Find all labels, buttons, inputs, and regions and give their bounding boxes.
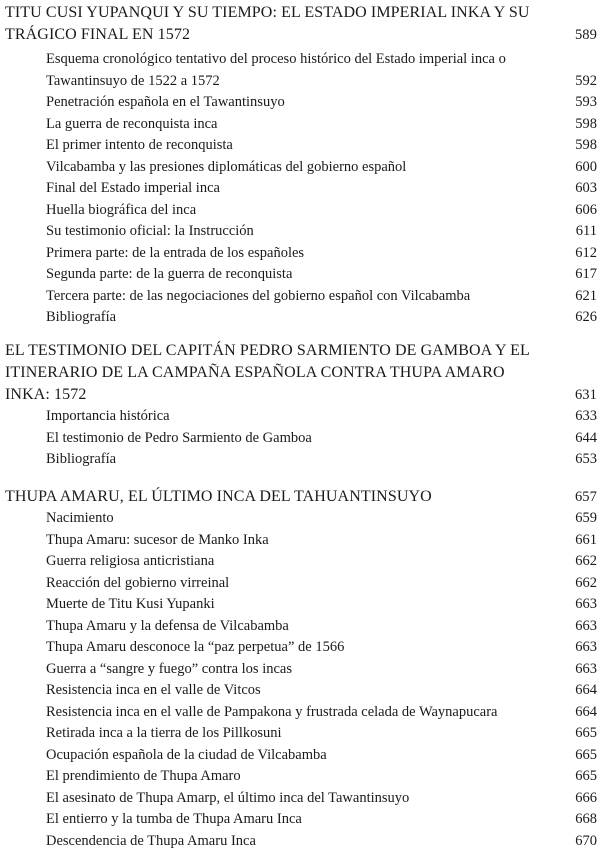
toc-entry-page: 617 — [575, 264, 597, 286]
toc-entry-title: Bibliografía — [46, 451, 116, 467]
toc-entry — [0, 428, 600, 450]
toc-entry-title: Resistencia inca en el valle de Pampakona y frustrada celada de Waynapucara — [46, 704, 497, 720]
section-heading — [0, 486, 600, 508]
toc-entry-page: 665 — [575, 723, 597, 745]
toc-entry-page: 621 — [575, 286, 597, 308]
toc-entry-page: 593 — [575, 92, 597, 114]
toc-entry-page: 612 — [575, 243, 597, 265]
toc-entry-title: Guerra a “sangre y fuego” contra los incas — [46, 661, 292, 677]
toc-entry-page: 664 — [575, 680, 597, 702]
toc-entry-title: Thupa Amaru y la defensa de Vilcabamba — [46, 618, 289, 634]
toc-entry-title: Descendencia de Thupa Amaru Inca — [46, 833, 256, 849]
toc-entry — [0, 449, 600, 471]
toc-entry-title: Thupa Amaru: sucesor de Manko Inka — [46, 532, 269, 548]
toc-entry-title: Penetración española en el Tawantinsuyo — [46, 94, 285, 110]
toc-entry — [0, 114, 600, 136]
toc-entry — [0, 594, 600, 616]
section-page-number: 657 — [575, 486, 597, 508]
toc-entry-page: 662 — [575, 551, 597, 573]
toc-entry-title: Resistencia inca en el valle de Vitcos — [46, 682, 261, 698]
toc-entry-title: El primer intento de reconquista — [46, 137, 233, 153]
toc-entry-page: 662 — [575, 573, 597, 595]
toc-entry-title: El asesinato de Thupa Amarp, el último inca del Tawantinsuyo — [46, 790, 409, 806]
section-heading — [0, 2, 600, 46]
toc-entry — [0, 221, 600, 243]
toc-entry-title: La guerra de reconquista inca — [46, 116, 218, 132]
toc-entry — [0, 745, 600, 767]
toc-entry — [0, 92, 600, 114]
toc-entry-page: 666 — [575, 788, 597, 810]
toc-entry-title: Reacción del gobierno virreinal — [46, 575, 229, 591]
section-page-number: 631 — [575, 384, 597, 406]
toc-entry-title: Tercera parte: de las negociaciones del gobierno español con Vilcabamba — [46, 288, 470, 304]
toc-entry-page: 668 — [575, 809, 597, 831]
toc-entry — [0, 157, 600, 179]
toc-entry — [0, 616, 600, 638]
toc-entry-page: 626 — [575, 307, 597, 329]
toc-entry-page: 592 — [575, 70, 597, 92]
toc-entry-page: 663 — [575, 616, 597, 638]
toc-entry-page: 611 — [576, 221, 597, 243]
section-page-number: 589 — [575, 24, 597, 46]
toc-entry-page: 663 — [575, 637, 597, 659]
toc-entry-page: 661 — [575, 530, 597, 552]
toc-entry-title: Esquema cronológico tentativo del proceso histórico del Estado imperial inca o Tawantinsuyo de 1522 a 1572 — [46, 51, 506, 89]
toc-entry-page: 663 — [575, 594, 597, 616]
toc-entry-page: 670 — [575, 831, 597, 852]
toc-entry — [0, 508, 600, 530]
toc-entry — [0, 530, 600, 552]
toc-entry-title: El testimonio de Pedro Sarmiento de Gamboa — [46, 430, 312, 446]
section-heading-text: THUPA AMARU, EL ÚLTIMO INCA DEL TAHUANTINSUYO — [5, 488, 432, 505]
toc-entry-page: 644 — [575, 428, 597, 450]
toc-entry — [0, 637, 600, 659]
toc-entry-title: Importancia histórica — [46, 408, 170, 424]
toc-entry-page: 603 — [575, 178, 597, 200]
toc-entry — [0, 551, 600, 573]
toc-entry — [0, 286, 600, 308]
toc-entry — [0, 702, 600, 724]
toc-entry-page: 665 — [575, 745, 597, 767]
toc-entry-title: Segunda parte: de la guerra de reconquista — [46, 266, 292, 282]
toc-entry-title: Final del Estado imperial inca — [46, 180, 220, 196]
toc-entry — [0, 178, 600, 200]
toc-entry-title: Thupa Amaru desconoce la “paz perpetua” de 1566 — [46, 639, 344, 655]
section-heading-text: TITU CUSI YUPANQUI Y SU TIEMPO: EL ESTADO IMPERIAL INKA Y SU TRÁGICO FINAL EN 1572 — [5, 4, 530, 43]
toc-entry-title: Muerte de Titu Kusi Yupanki — [46, 596, 215, 612]
toc-entry — [0, 243, 600, 265]
toc-section-2 — [0, 340, 600, 471]
section-heading — [0, 340, 600, 406]
toc-entry-title: Vilcabamba y las presiones diplomáticas del gobierno español — [46, 159, 406, 175]
toc-entry-page: 665 — [575, 766, 597, 788]
toc-entry-page: 600 — [575, 157, 597, 179]
toc-entry — [0, 809, 600, 831]
toc-entry — [0, 723, 600, 745]
toc-entry — [0, 135, 600, 157]
toc-entry-page: 653 — [575, 449, 597, 471]
toc-entry-page: 664 — [575, 702, 597, 724]
section-heading-text: EL TESTIMONIO DEL CAPITÁN PEDRO SARMIENTO DE GAMBOA Y EL ITINERARIO DE LA CAMPAÑA ESPAÑOLA CONTRA THUPA AMARO INKA: 1572 — [5, 342, 529, 403]
toc-entry — [0, 48, 600, 92]
toc-entry-title: Nacimiento — [46, 510, 114, 526]
toc-entry-title: Retirada inca a la tierra de los Pillkosuni — [46, 725, 282, 741]
toc-entry-page: 659 — [575, 508, 597, 530]
toc-entry-title: Guerra religiosa anticristiana — [46, 553, 214, 569]
toc-entry-title: Huella biográfica del inca — [46, 202, 196, 218]
toc-entry-page: 633 — [575, 406, 597, 428]
toc-entry — [0, 680, 600, 702]
toc-entry-page: 598 — [575, 135, 597, 157]
toc-entry-title: El entierro y la tumba de Thupa Amaru Inca — [46, 811, 302, 827]
toc-entry — [0, 788, 600, 810]
toc-entry-title: Su testimonio oficial: la Instrucción — [46, 223, 254, 239]
toc-entry-page: 598 — [575, 114, 597, 136]
toc-entry-title: Ocupación española de la ciudad de Vilcabamba — [46, 747, 327, 763]
toc-section-3 — [0, 486, 600, 852]
toc-entry — [0, 307, 600, 329]
toc-entry-title: Bibliografía — [46, 309, 116, 325]
toc-entry — [0, 766, 600, 788]
toc-entry — [0, 406, 600, 428]
toc-entry — [0, 200, 600, 222]
toc-entry-title: Primera parte: de la entrada de los españoles — [46, 245, 304, 261]
toc-entry-page: 606 — [575, 200, 597, 222]
toc-entry-page: 663 — [575, 659, 597, 681]
toc-entry-title: El prendimiento de Thupa Amaro — [46, 768, 241, 784]
toc-entry — [0, 573, 600, 595]
toc-entry — [0, 659, 600, 681]
toc-section-1 — [0, 2, 600, 329]
toc-entry — [0, 264, 600, 286]
